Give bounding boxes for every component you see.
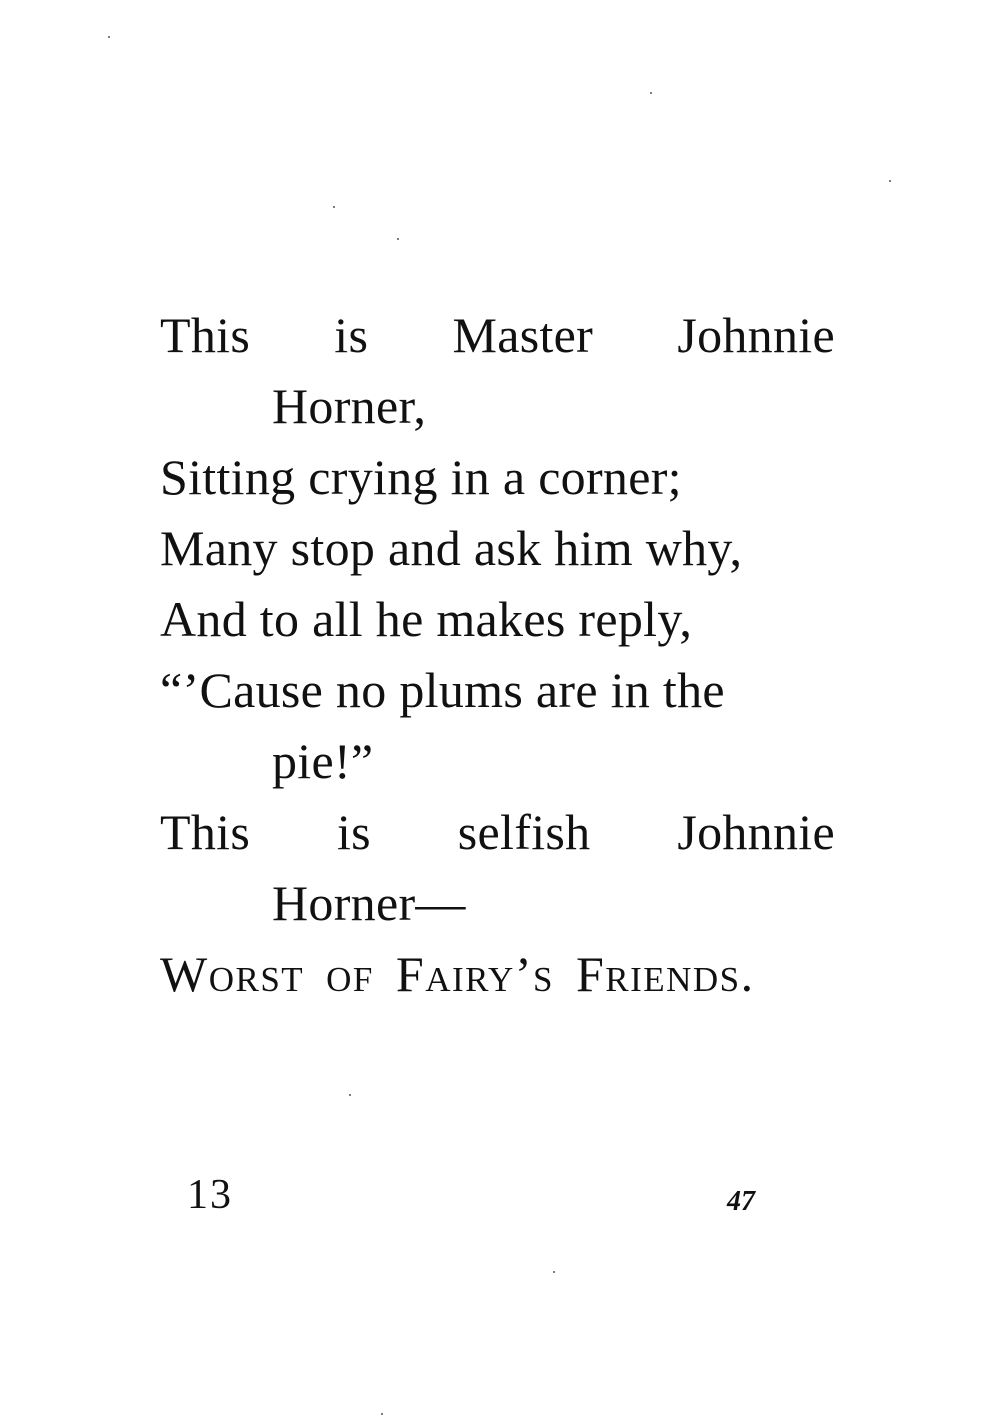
scan-speck [889,180,891,182]
poem-word: Master [452,307,594,363]
scan-speck [333,206,335,208]
poem-line-2: Horner, [272,378,427,434]
page-number: 47 [727,1186,755,1217]
poem-line-6: “’Cause no plums are in the [160,662,725,718]
poem-line-7: pie!” [272,733,374,789]
poem-word: Johnnie [677,804,835,860]
signature-mark: 13 [187,1172,233,1218]
poem-line-3: Sitting crying in a corner; [160,449,682,505]
scan-speck [650,92,652,94]
poem-line-9: Horner— [272,875,466,931]
poem-word: is [334,307,369,363]
poem-word: Johnnie [677,307,835,363]
scan-speck [397,238,399,240]
poem-line-8 [160,797,835,868]
poem-line-10: Worst of Fairy’s Friends. [160,946,755,1002]
scan-speck [381,1413,383,1415]
poem-word: selfish [457,804,591,860]
poem-text [160,300,835,1010]
scan-speck [553,1271,555,1273]
poem-line-4: Many stop and ask him why, [160,520,743,576]
scan-speck [349,1094,351,1096]
poem-word: This [160,804,251,860]
scan-speck [108,36,110,38]
poem-word: This [160,307,251,363]
poem-word: is [336,804,371,860]
poem-line-5: And to all he makes reply, [160,591,693,647]
poem-line-1 [160,300,835,371]
